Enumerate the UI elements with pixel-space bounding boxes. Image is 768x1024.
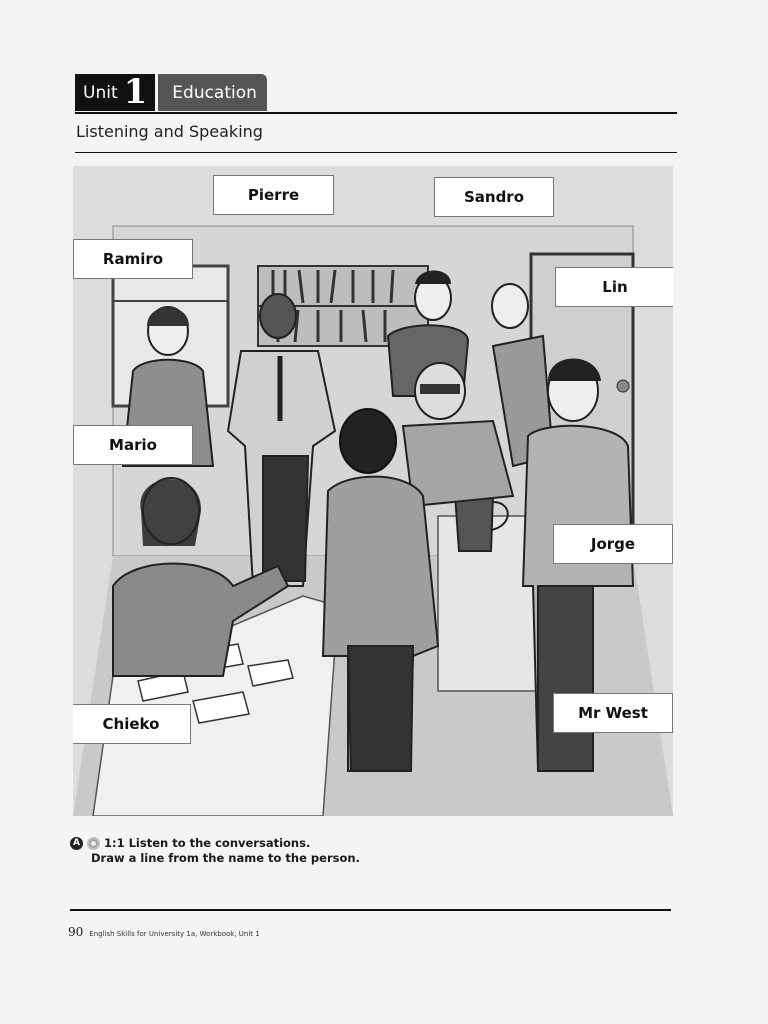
page-footer (68, 925, 260, 939)
label-jorge: Jorge (553, 524, 673, 564)
header-rule-bottom (75, 152, 677, 153)
unit-label-block (75, 71, 155, 112)
label-chieko: Chieko (73, 704, 191, 744)
book-title: English Skills for University 1a, Workbook, Unit 1 (89, 930, 260, 938)
unit-word: Unit (83, 82, 118, 103)
page-number: 90 (68, 925, 84, 939)
label-mario: Mario (73, 425, 193, 465)
party-illustration (73, 166, 673, 816)
audio-cd-icon (87, 837, 100, 850)
exercise-instructions (70, 836, 360, 866)
exercise-a-badge: A (70, 837, 83, 850)
label-lin: Lin (555, 267, 673, 307)
unit-title: Education (158, 74, 267, 111)
section-title: Listening and Speaking (76, 122, 263, 141)
header-rule-top (75, 112, 677, 114)
jug (455, 494, 493, 551)
label-pierre: Pierre (213, 175, 334, 215)
instruction-line-2: Draw a line from the name to the person. (91, 851, 360, 865)
instruction-line-1: 1:1 Listen to the conversations. (104, 836, 311, 850)
footer-rule (70, 909, 671, 911)
label-ramiro: Ramiro (73, 239, 193, 279)
unit-header-tab (75, 71, 267, 112)
label-sandro: Sandro (434, 177, 554, 217)
label-mr-west: Mr West (553, 693, 673, 733)
unit-number: 1 (123, 71, 148, 112)
